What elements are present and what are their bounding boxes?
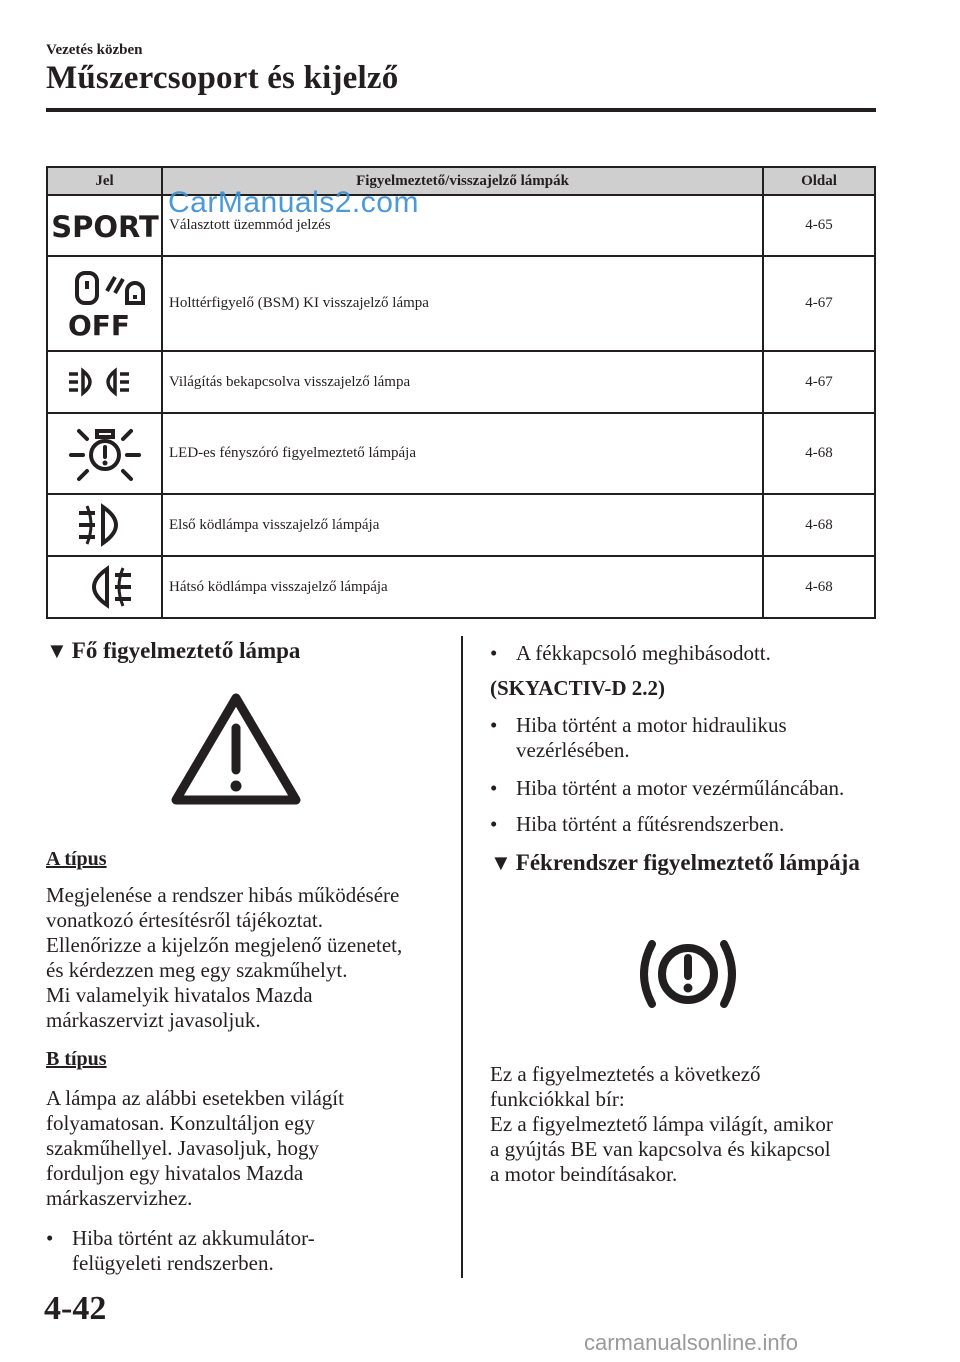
table-row: [47, 256, 875, 351]
svg-text:OFF: OFF: [67, 308, 130, 342]
watermark-carmanuals2[interactable]: CarManuals2.com: [168, 186, 419, 219]
lights-on-icon: [47, 351, 162, 413]
master-warning-heading: ▼ Fő figyelmeztető lámpa: [46, 638, 301, 663]
brake-warning-text: Ez a figyelmeztetés a következő funkciókkal bír: Ez a figyelmeztető lámpa világít, amikor a gyújtás BE van kapcsolva és kikapcsol a motor beindításakor.: [490, 1062, 833, 1186]
page-ref: 4-68: [763, 494, 875, 556]
warning-lamp-table: [46, 166, 876, 619]
section-label: Vezetés közben: [46, 42, 143, 58]
type-a-title: A típus: [46, 848, 107, 870]
table-row: [47, 413, 875, 494]
right-bullet-heating: • Hiba történt a fűtésrendszerben.: [490, 812, 906, 837]
engine-label: (SKYACTIV-D 2.2): [490, 676, 666, 700]
brake-warning-icon: [630, 934, 746, 1014]
type-b-title: B típus: [46, 1048, 107, 1070]
page-ref: 4-65: [763, 195, 875, 256]
page-ref: 4-67: [763, 351, 875, 413]
right-bullet-brake-switch: • A fékkapcsoló meghibásodott.: [490, 641, 906, 666]
lamp-label: Világítás bekapcsolva visszajelző lámpa: [162, 351, 763, 413]
column-divider: [461, 636, 463, 1278]
lamp-label: Első ködlámpa visszajelző lámpája: [162, 494, 763, 556]
type-b-bullet: • Hiba történt az akkumulátor- felügyeleti rendszerben.: [46, 1226, 482, 1276]
page-ref: 4-68: [763, 413, 875, 494]
header-rule: [46, 108, 876, 112]
table-row: [47, 556, 875, 618]
page-ref: 4-68: [763, 556, 875, 618]
led-headlight-warning-icon: [47, 413, 162, 494]
bsm-off-icon: [47, 256, 162, 351]
triangle-down-icon: ▼: [46, 638, 68, 663]
triangle-down-icon: ▼: [490, 850, 512, 875]
lamp-label: Hátsó ködlámpa visszajelző lámpája: [162, 556, 763, 618]
rear-fog-icon: [47, 556, 162, 618]
right-bullet-timing-chain: • Hiba történt a motor vezérműláncában.: [490, 776, 906, 801]
lamp-label: Választott üzemmód jelzés: [162, 195, 763, 256]
sport-mode-icon: [47, 195, 162, 256]
col-header-lamps: Figyelmeztető/visszajelző lámpák: [162, 167, 763, 195]
col-header-page: Oldal: [763, 167, 875, 195]
right-bullet-hydraulic: • Hiba történt a motor hidraulikus vezérlésében.: [490, 713, 906, 763]
page-title: Műszercsoport és kijelző: [46, 60, 399, 96]
footer-watermark[interactable]: carmanualsonline.info: [584, 1330, 799, 1355]
front-fog-icon: [47, 494, 162, 556]
table-row: [47, 494, 875, 556]
page-number: 4-42: [44, 1290, 107, 1327]
svg-text:SPORT: SPORT: [50, 209, 159, 244]
master-warning-icon: [166, 688, 306, 810]
brake-warning-heading: ▼ Fékrendszer figyelmeztető lámpája: [490, 850, 860, 875]
table-row: [47, 351, 875, 413]
lamp-label: Holttérfigyelő (BSM) KI visszajelző lámpa: [162, 256, 763, 351]
page-ref: 4-67: [763, 256, 875, 351]
lamp-label: LED-es fényszóró figyelmeztető lámpája: [162, 413, 763, 494]
type-a-text: Megjelenése a rendszer hibás működésére vonatkozó értesítésről tájékoztat. Ellenőrizze a kijelzőn megjelenő üzenetet, és kérdezzen meg egy szakműhelyt. Mi valamelyik hivatalos Mazda márkaszervizt javasoljuk.: [46, 883, 403, 1032]
type-b-text: A lámpa az alábbi esetekben világít folyamatosan. Konzultáljon egy szakműhellyel. Javasoljuk, hogy forduljon egy hivatalos Mazda márkaszervizhez.: [46, 1086, 344, 1210]
col-header-symbol: Jel: [47, 167, 162, 195]
